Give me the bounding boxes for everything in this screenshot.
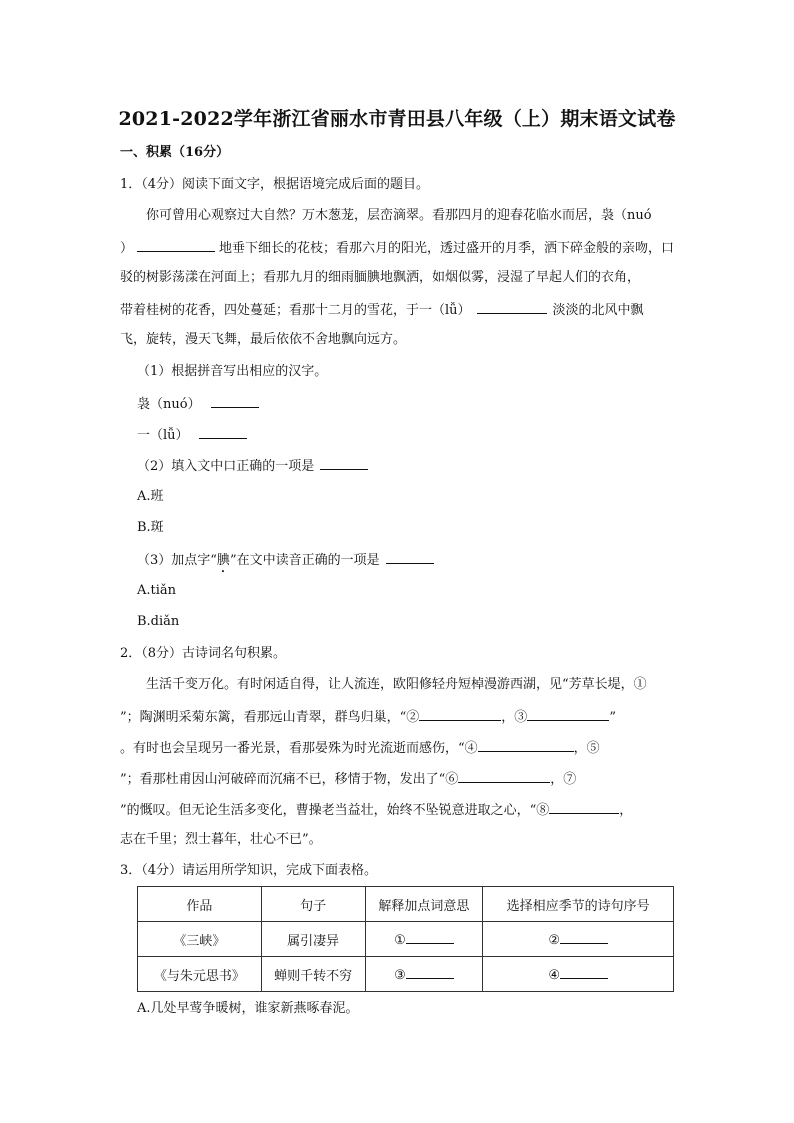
table-cell-work: 《与朱元思书》: [138, 957, 262, 992]
subquestion-text: （3）加点字“: [137, 553, 217, 568]
answer-blank[interactable]: [527, 707, 609, 721]
answer-blank[interactable]: [211, 394, 259, 408]
q2-passage-line: 生活千变万化。有时闲适自得，让人流连，欧阳修轻舟短棹漫游西湖，见“芳草长堤，①: [146, 677, 647, 692]
section-heading: 一、积累（16分）: [120, 145, 230, 160]
answer-blank[interactable]: [419, 707, 501, 721]
option-a[interactable]: A.tiǎn: [137, 583, 177, 598]
answer-blank[interactable]: [137, 238, 215, 252]
q2-text: ，⑦: [550, 772, 577, 787]
answer-blank[interactable]: [477, 300, 547, 314]
table-cell-answer[interactable]: [483, 922, 674, 957]
q2-passage-line: [120, 738, 600, 758]
q3-stem: 3．（4分）请运用所学知识，完成下面表格。: [120, 863, 378, 878]
q2-text: ，③: [501, 710, 528, 725]
q1-stem: 1．（4分）阅读下面文字，根据语境完成后面的题目。: [120, 177, 430, 192]
table-row: [138, 957, 674, 992]
table-header-cell: 选择相应季节的诗句序号: [483, 887, 674, 922]
answer-blank[interactable]: [560, 930, 608, 944]
q2-passage-line: [120, 769, 576, 789]
q2-passage-line: 志在千里；烈士暮年，壮心不已”。: [120, 832, 322, 847]
q1-passage-line: 你可曾用心观察过大自然？万木葱茏，层峦滴翠。看那四月的迎春花临水而居，袅（nuó: [146, 208, 652, 223]
q1-passage-text: 带着桂树的花香，四处蔓延；看那十二月的雪花，于一（lǚ）: [120, 303, 471, 318]
table-header-cell: 解释加点词意思: [365, 887, 483, 922]
answer-table: [137, 886, 674, 992]
answer-blank[interactable]: [320, 456, 368, 470]
table-row: [138, 922, 674, 957]
q1-passage-line: 驳的树影荡漾在河面上；看那九月的细雨腼腆地飘洒，如烟似雾，浸湿了早起人们的衣角，: [120, 270, 641, 285]
answer-blank[interactable]: [386, 550, 434, 564]
table-header-cell: 作品: [138, 887, 262, 922]
subquestion-text: ”在文中读音正确的一项是: [229, 553, 380, 568]
q2-text: 。有时也会呈现另一番光景，看那晏殊为时光流逝而感伤，“④: [120, 741, 478, 756]
q1-subquestion: [137, 550, 434, 576]
blank-number: ②: [548, 933, 560, 948]
blank-number: ④: [548, 968, 560, 983]
q1-pinyin-item: [137, 394, 259, 414]
pinyin-label: 袅（nuó）: [137, 397, 201, 412]
q2-text: ”的慨叹。但无论生活多变化，曹操老当益壮，始终不坠锐意进取之心，“⑧: [120, 803, 550, 818]
q2-stem: 2．（8分）古诗词名句积累。: [120, 646, 287, 661]
table-cell-answer[interactable]: [483, 957, 674, 992]
q2-text: ”；陶渊明采菊东篱，看那远山青翠，群鸟归巢，“②: [120, 710, 420, 725]
q1-passage-line: [120, 238, 674, 258]
answer-blank[interactable]: [560, 965, 608, 979]
pinyin-label: 一（lǚ）: [137, 428, 189, 443]
page-title: 2021-2022学年浙江省丽水市青田县八年级（上）期末语文试卷: [118, 108, 676, 130]
answer-blank[interactable]: [458, 769, 550, 783]
table-cell-sentence: 属引凄异: [261, 922, 365, 957]
q2-text: ，⑤: [573, 741, 600, 756]
q1-subquestion: [137, 456, 368, 476]
blank-number: ①: [394, 933, 406, 948]
q2-passage-line: [120, 707, 616, 727]
answer-blank[interactable]: [199, 425, 247, 439]
table-cell-answer[interactable]: [365, 922, 483, 957]
table-cell-sentence: 蝉则千转不穷: [261, 957, 365, 992]
q2-passage-line: [120, 800, 632, 820]
q1-passage-line: [120, 300, 644, 320]
q2-text: ”: [609, 710, 616, 725]
table-header-cell: 句子: [261, 887, 365, 922]
table-cell-answer[interactable]: [365, 957, 483, 992]
q1-subquestion: （1）根据拼音写出相应的汉字。: [137, 364, 328, 379]
blank-number: ③: [394, 968, 406, 983]
answer-blank[interactable]: [549, 800, 619, 814]
q1-passage-text: ）: [120, 241, 134, 256]
option-a[interactable]: A.几处早莺争暖树，谁家新燕啄春泥。: [137, 1001, 359, 1016]
q1-passage-text: 地垂下细长的花枝；看那六月的阳光，透过盛开的月季，洒下碎金般的亲吻，口: [219, 241, 675, 256]
dotted-character: 腆: [216, 553, 230, 568]
subquestion-text: （2）填入文中口正确的一项是: [137, 459, 315, 474]
answer-blank[interactable]: [478, 738, 574, 752]
table-cell-work: 《三峡》: [138, 922, 262, 957]
answer-blank[interactable]: [406, 965, 454, 979]
q2-text: ”；看那杜甫因山河破碎而沉痛不已，移情于物，发出了“⑥: [120, 772, 459, 787]
answer-blank[interactable]: [406, 930, 454, 944]
option-b[interactable]: B.diǎn: [137, 614, 180, 629]
table-header-row: [138, 887, 674, 922]
option-a[interactable]: A.班: [137, 489, 164, 504]
q2-text: ，: [619, 803, 633, 818]
q1-passage-line: 飞，旋转，漫天飞舞，最后依依不舍地飘向远方。: [120, 332, 407, 347]
q1-pinyin-item: [137, 425, 247, 445]
option-b[interactable]: B.斑: [137, 520, 164, 535]
q1-passage-text: 淡淡的北风中飘: [552, 303, 644, 318]
